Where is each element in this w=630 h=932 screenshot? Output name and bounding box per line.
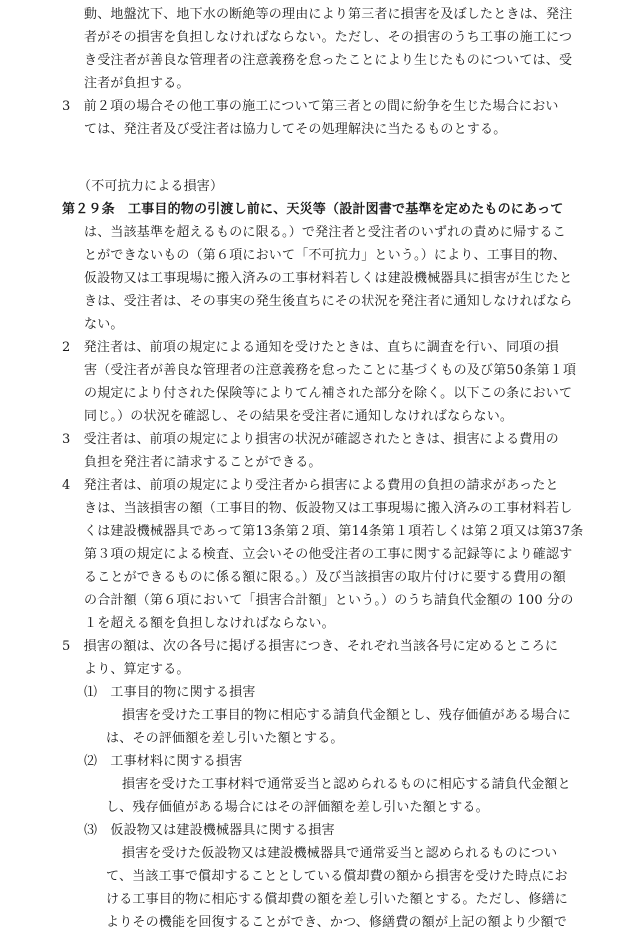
list-item-heading: ⑶ 仮設物又は建設機械器具に関する損害	[84, 823, 335, 838]
text-line: 動、地盤沈下、地下水の断絶等の理由により第三者に損害を及ぼしたときは、発注	[84, 7, 573, 22]
text-line: 5 損害の額は、次の各号に掲げる損害につき、それぞれ当該各号に定めるところに	[62, 639, 559, 654]
text-line: 負担を発注者に請求することができる。	[84, 455, 322, 470]
text-line: とができないもの（第６項において「不可抗力」という。）により、工事目的物、	[84, 248, 566, 263]
text-line: 3 前２項の場合その他工事の施工について第三者との間に紛争を生じた場合におい	[62, 99, 559, 114]
text-line: きは、当該損害の額（工事目的物、仮設物又は工事現場に搬入済みの工事材料若し	[84, 501, 573, 516]
list-item-heading: ⑵ 工事材料に関する損害	[84, 754, 243, 769]
text-line: て、当該工事で償却することとしている償却費の額から損害を受けた時点にお	[106, 869, 568, 884]
text-line: きは、受注者は、その事実の発生後直ちにその状況を発注者に通知しなければなら	[84, 294, 573, 309]
text-line: き受注者が善良な管理者の注意義務を怠ったことにより生じたものについては、受	[84, 53, 573, 68]
text-line: より、算定する。	[84, 662, 190, 677]
text-line: 仮設物又は工事現場に搬入済みの工事材料若しくは建設機械器具に損害が生じたと	[84, 271, 573, 286]
text-line: １を超える額を負担しなければならない。	[84, 616, 335, 631]
text-line: 者がその損害を負担しなければならない。ただし、その損害のうち工事の施工につ	[84, 30, 573, 45]
text-line: の規定により付された保険等によりてん補された部分を除く。以下この条において	[84, 386, 573, 401]
text-line: 2 発注者は、前項の規定による通知を受けたときは、直ちに調査を行い、同項の損	[62, 340, 559, 355]
text-line: 3 受注者は、前項の規定により損害の状況が確認されたときは、損害による費用の	[62, 432, 559, 447]
text-line: 損害を受けた工事目的物に相応する請負代金額とし、残存価値がある場合に	[122, 708, 571, 723]
text-line: 損害を受けた仮設物又は建設機械器具で通常妥当と認められるものについ	[122, 846, 558, 861]
text-line: くは建設機械器具であって第13条第２項、第14条第１項若しくは第２項又は第37条	[84, 524, 584, 539]
text-line: は、その評価額を差し引いた額とする。	[106, 731, 344, 746]
text-line: ては、発注者及び受注者は協力してその処理解決に当たるものとする。	[84, 122, 507, 137]
text-line: の合計額（第６項において「損害合計額」という。）のうち請負代金額の 100 分の	[84, 593, 574, 608]
text-line: 同じ。）の状況を確認し、その結果を受注者に通知しなければならない。	[84, 409, 514, 424]
text-line: 4 発注者は、前項の規定により受注者から損害による費用の負担の請求があったと	[62, 478, 559, 493]
text-line: し、残存価値がある場合にはその評価額を差し引いた額とする。	[106, 800, 489, 815]
text-line: ける工事目的物に相応する償却費の額を差し引いた額とする。ただし、修繕に	[106, 892, 569, 907]
text-line: 損害を受けた工事材料で通常妥当と認められるものに相応する請負代金額と	[122, 777, 571, 792]
text-line: 害（受注者が善良な管理者の注意義務を怠ったことに基づくもの及び第50条第１項	[84, 363, 577, 378]
article-heading: 第２９条 工事目的物の引渡し前に、天災等（設計図書で基準を定めたものにあって	[62, 202, 564, 217]
text-line: ることができるものに係る額に限る。）及び当該損害の取片付けに要する費用の額	[84, 570, 566, 585]
text-line: 注者が負担する。	[84, 76, 190, 91]
text-line: 第３項の規定による検査、立会いその他受注者の工事に関する記録等により確認す	[84, 547, 573, 562]
text-line: ない。	[84, 317, 124, 332]
section-heading: （不可抗力による損害）	[78, 179, 224, 194]
text-line: は、当該基準を超えるものに限る。）で発注者と受注者のいずれの責めに帰するこ	[84, 225, 566, 240]
list-item-heading: ⑴ 工事目的物に関する損害	[84, 685, 256, 700]
text-line: よりその機能を回復することができ、かつ、修繕費の額が上記の額より少額で	[106, 915, 567, 930]
